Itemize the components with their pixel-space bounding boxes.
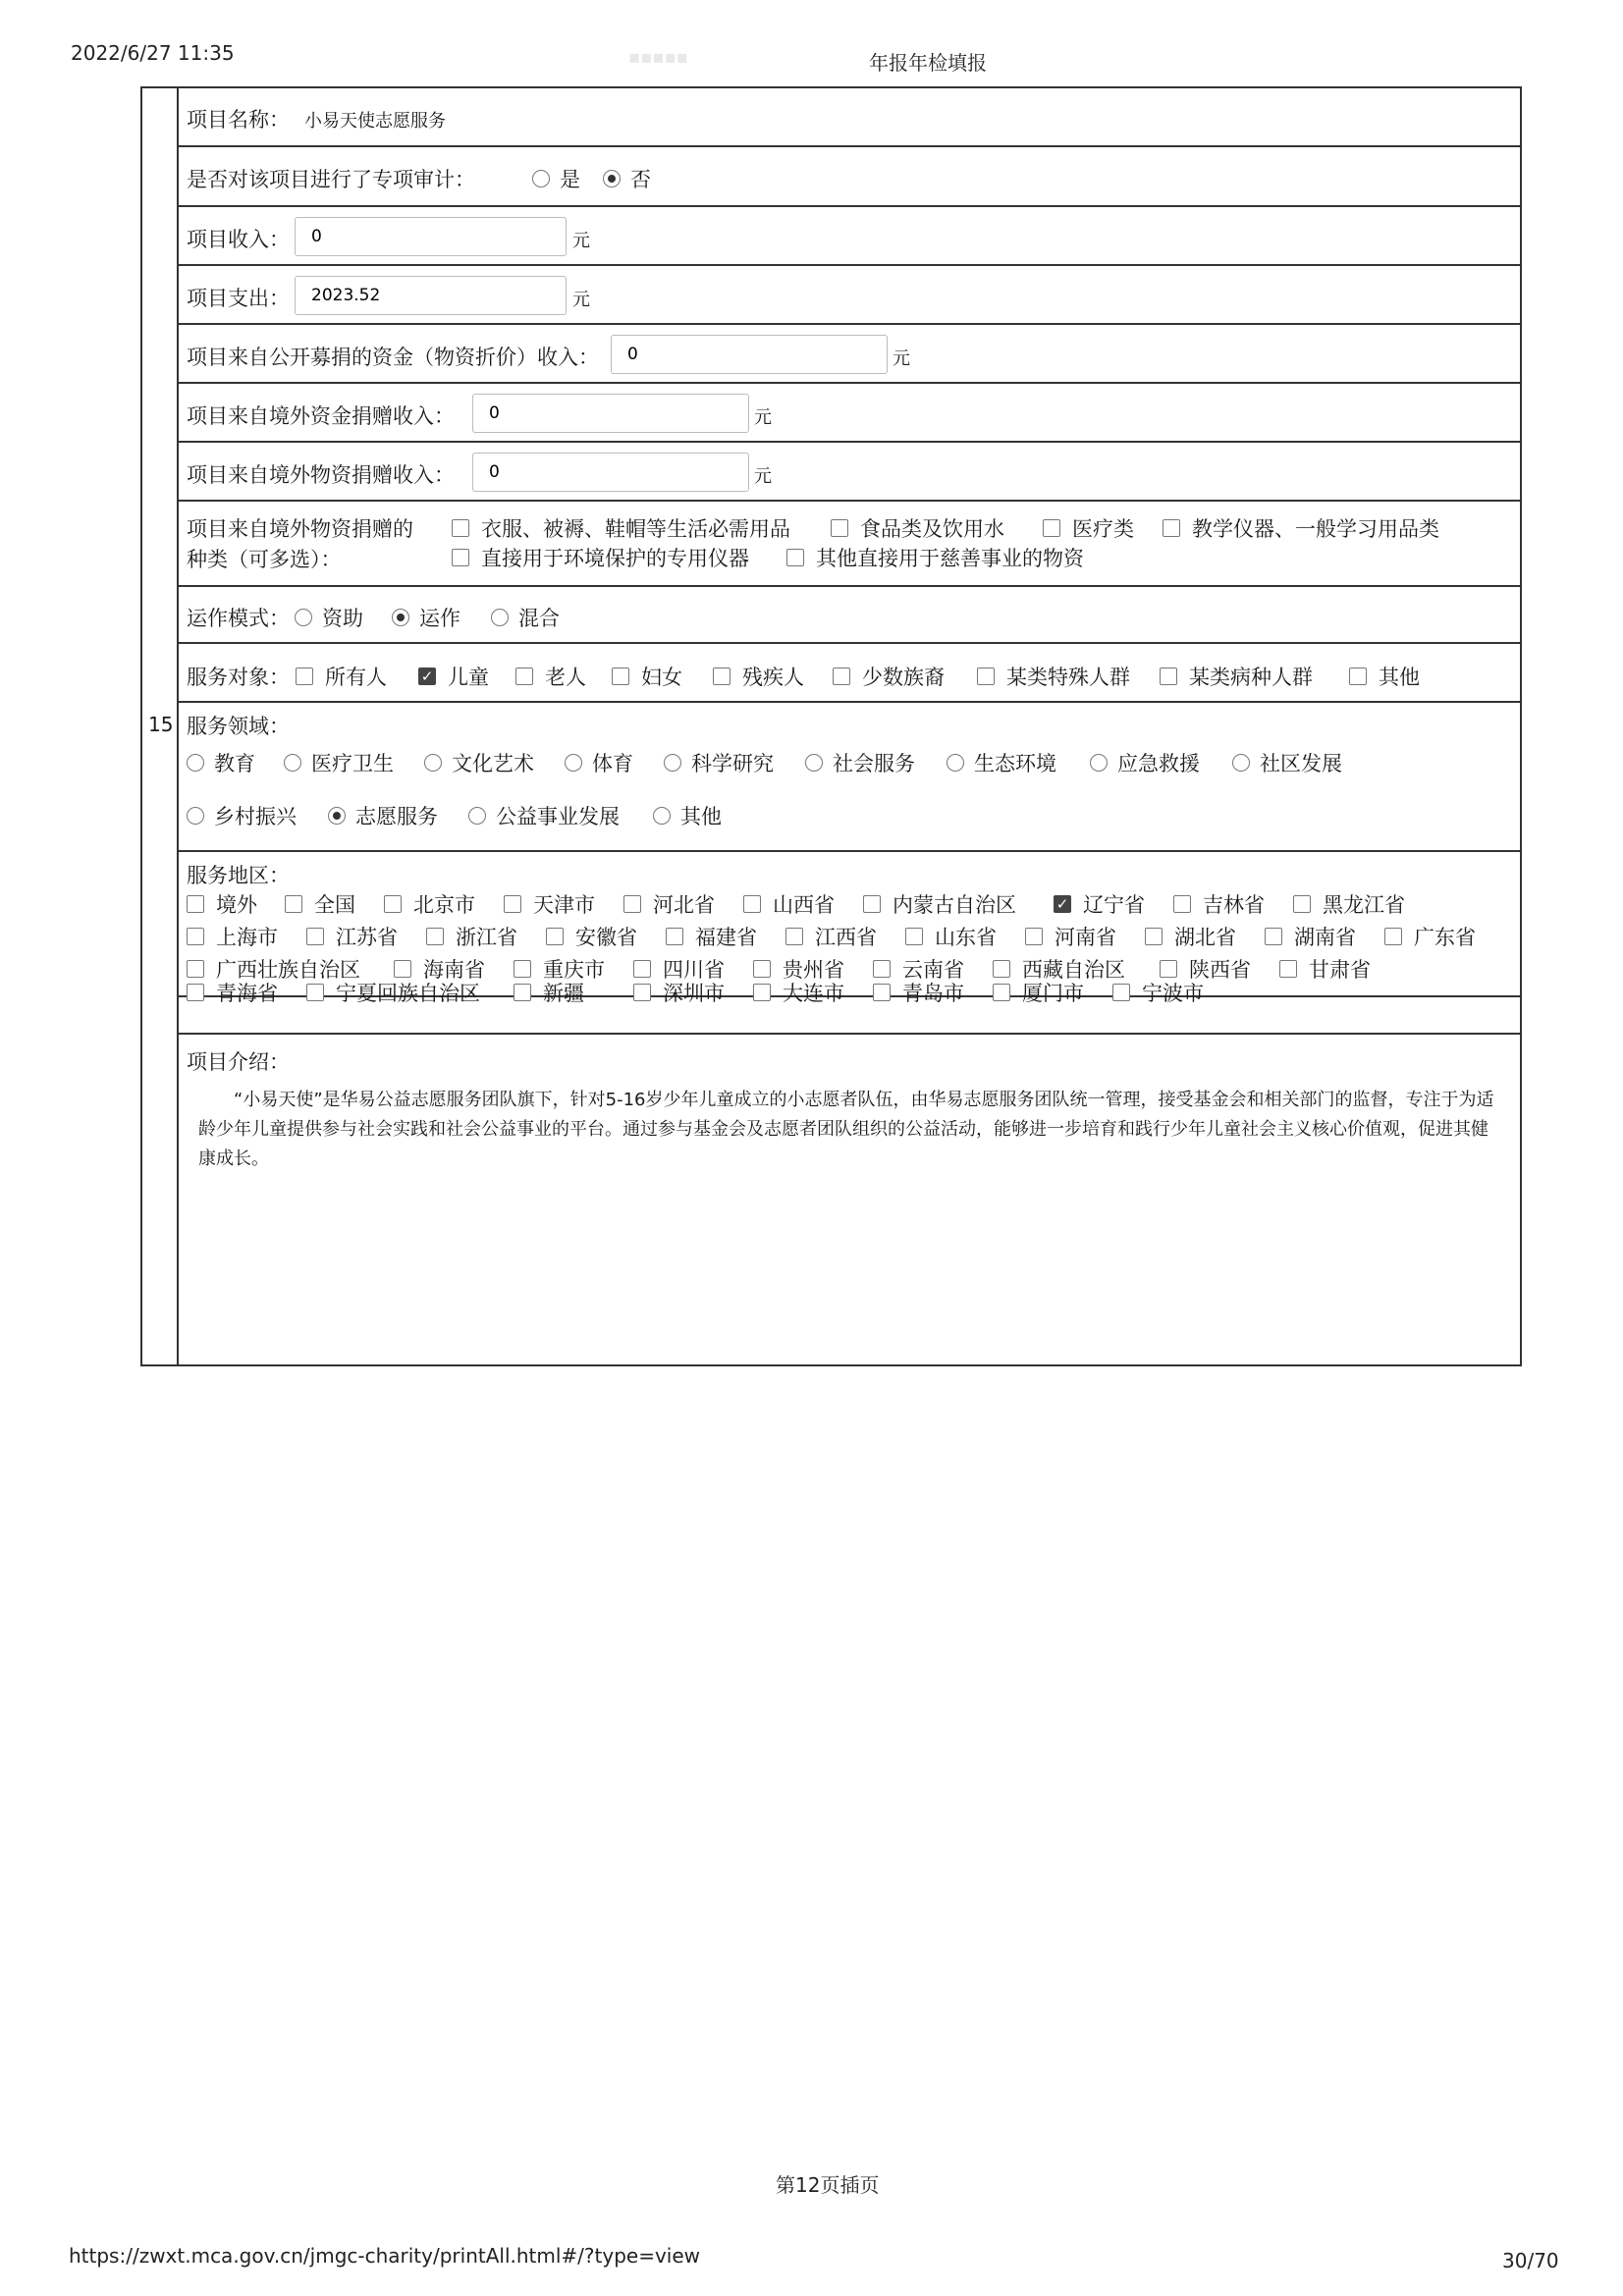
goods-type-option[interactable]: 直接用于环境保护的专用仪器: [452, 543, 749, 572]
service-target-option[interactable]: 少数族裔: [833, 662, 945, 691]
goods-type-option[interactable]: 衣服、被褥、鞋帽等生活必需用品: [452, 513, 790, 543]
foreign-goods-row: [179, 443, 1520, 502]
foreign-funds-input[interactable]: [472, 394, 749, 433]
region-option[interactable]: 宁夏回族自治区: [306, 978, 480, 1007]
service-regions-label: 服务地区：: [187, 864, 290, 887]
public-fundraising-row: [179, 325, 1520, 384]
region-option[interactable]: 山东省: [905, 922, 997, 951]
special-audit-row: [179, 147, 1520, 207]
operation-mode-label: 运作模式：: [187, 607, 290, 630]
operation-mode-option[interactable]: 运作: [392, 603, 460, 632]
bleed-through-text: ▪▪▪▪▪: [628, 47, 688, 68]
service-field-option[interactable]: 科学研究: [664, 748, 774, 777]
income-row: [179, 207, 1520, 266]
region-option[interactable]: 青岛市: [873, 978, 964, 1007]
audit-option-no[interactable]: 否: [603, 164, 651, 193]
region-option[interactable]: 河南省: [1025, 922, 1116, 951]
service-target-option[interactable]: 老人: [515, 662, 586, 691]
service-fields-label: 服务领域：: [187, 715, 290, 738]
service-field-option[interactable]: 生态环境: [947, 748, 1056, 777]
service-target-option[interactable]: 其他: [1349, 662, 1420, 691]
foreign-goods-unit: 元: [754, 466, 772, 487]
region-option[interactable]: 境外: [187, 889, 257, 919]
service-targets-row: [179, 644, 1520, 703]
service-field-option[interactable]: 公益事业发展: [468, 801, 620, 830]
public-fundraising-input[interactable]: [611, 335, 888, 374]
region-option[interactable]: 云南省: [873, 954, 964, 984]
income-input[interactable]: [295, 217, 567, 256]
special-audit-label: 是否对该项目进行了专项审计：: [187, 168, 475, 191]
region-option[interactable]: 宁波市: [1112, 978, 1204, 1007]
goods-types-row: [179, 502, 1520, 587]
income-unit: 元: [572, 231, 590, 251]
region-option[interactable]: 厦门市: [993, 978, 1084, 1007]
region-option[interactable]: 甘肃省: [1279, 954, 1371, 984]
region-option[interactable]: 四川省: [633, 954, 725, 984]
region-option[interactable]: 上海市: [187, 922, 278, 951]
region-option[interactable]: 西藏自治区: [993, 954, 1125, 984]
service-field-option[interactable]: 教育: [187, 748, 255, 777]
region-option[interactable]: 深圳市: [633, 978, 725, 1007]
region-option[interactable]: 贵州省: [753, 954, 844, 984]
region-option[interactable]: 内蒙古自治区: [863, 889, 1016, 919]
public-fundraising-label: 项目来自公开募捐的资金（物资折价）收入：: [187, 346, 599, 369]
region-option[interactable]: 广东省: [1384, 922, 1476, 951]
foreign-funds-unit: 元: [754, 407, 772, 428]
introduction-text: “小易天使”是华易公益志愿服务团队旗下，针对5-16岁少年儿童成立的小志愿者队伍，由华易志愿服务团队统一管理，接受基金会和相关部门的监督，专注于为适龄少年儿童提供参与社会实践和社会公益事业的平台。通过参与基金会及志愿者团队组织的公益活动，能够进一步培育和践行少年儿童社会主义核心价值观，促进其健康成长。: [198, 1090, 1494, 1169]
expense-unit: 元: [572, 290, 590, 310]
print-date: 2022/6/27 11:35: [71, 41, 235, 65]
goods-types-label-line2: 种类（可多选）：: [187, 548, 342, 571]
region-option[interactable]: 江苏省: [306, 922, 398, 951]
region-option[interactable]: 天津市: [504, 889, 595, 919]
region-option[interactable]: 黑龙江省: [1293, 889, 1405, 919]
expense-label: 项目支出：: [187, 287, 290, 310]
project-name-label: 项目名称：: [187, 108, 290, 132]
service-target-option[interactable]: ✓ 儿童: [418, 662, 489, 691]
goods-type-option[interactable]: 其他直接用于慈善事业的物资: [786, 543, 1084, 572]
region-option[interactable]: 陕西省: [1160, 954, 1251, 984]
foreign-goods-label: 项目来自境外物资捐赠收入：: [187, 463, 455, 487]
service-field-option[interactable]: 其他: [653, 801, 722, 830]
service-field-option[interactable]: 医疗卫生: [284, 748, 394, 777]
region-option[interactable]: 安徽省: [546, 922, 637, 951]
region-option[interactable]: 山西省: [743, 889, 835, 919]
region-option[interactable]: 福建省: [666, 922, 757, 951]
service-fields-row: [179, 703, 1520, 852]
page-title: 年报年检填报: [869, 51, 987, 75]
service-field-option[interactable]: 社区发展: [1232, 748, 1342, 777]
income-label: 项目收入：: [187, 228, 290, 251]
service-target-option[interactable]: 某类病种人群: [1160, 662, 1313, 691]
service-target-option[interactable]: 所有人: [296, 662, 387, 691]
region-option[interactable]: 新疆: [514, 978, 584, 1007]
service-field-option[interactable]: 文化艺术: [424, 748, 534, 777]
service-regions-row: [179, 852, 1520, 1005]
goods-type-option[interactable]: 食品类及饮用水: [831, 513, 1004, 543]
service-target-option[interactable]: 残疾人: [713, 662, 804, 691]
foreign-funds-row: [179, 384, 1520, 443]
project-form: [140, 86, 1522, 1366]
region-option[interactable]: 全国: [285, 889, 355, 919]
expense-row: [179, 266, 1520, 325]
service-target-option[interactable]: 妇女: [612, 662, 682, 691]
region-option[interactable]: 河北省: [623, 889, 715, 919]
region-option[interactable]: 青海省: [187, 978, 278, 1007]
service-field-option[interactable]: 社会服务: [805, 748, 915, 777]
service-field-option[interactable]: 志愿服务: [328, 801, 438, 830]
page-number: 第12页插页: [776, 2173, 880, 2197]
region-option[interactable]: 重庆市: [514, 954, 605, 984]
service-field-option[interactable]: 应急救援: [1090, 748, 1200, 777]
operation-mode-option[interactable]: 混合: [491, 603, 560, 632]
region-option[interactable]: 浙江省: [426, 922, 517, 951]
row-number-column: [142, 88, 179, 1364]
region-option[interactable]: ✓ 辽宁省: [1054, 889, 1145, 919]
goods-type-option[interactable]: 教学仪器、一般学习用品类: [1163, 513, 1439, 543]
region-option[interactable]: 北京市: [384, 889, 475, 919]
region-option[interactable]: 湖北省: [1145, 922, 1236, 951]
operation-mode-option[interactable]: 资助: [295, 603, 363, 632]
region-option[interactable]: 吉林省: [1173, 889, 1265, 919]
operation-mode-row: [179, 587, 1520, 644]
region-option[interactable]: 江西省: [785, 922, 877, 951]
region-option[interactable]: 海南省: [394, 954, 485, 984]
foreign-goods-input[interactable]: [472, 453, 749, 492]
introduction-label: 项目介绍：: [187, 1050, 290, 1074]
expense-input[interactable]: [295, 276, 567, 315]
service-field-option[interactable]: 乡村振兴: [187, 801, 297, 830]
project-name-row: [179, 88, 1520, 147]
page-count: 30/70: [1502, 2249, 1559, 2272]
goods-type-option[interactable]: 医疗类: [1043, 513, 1134, 543]
region-option[interactable]: 湖南省: [1265, 922, 1356, 951]
row-number: 15: [148, 713, 174, 736]
foreign-funds-label: 项目来自境外资金捐赠收入：: [187, 404, 455, 428]
audit-option-yes[interactable]: 是: [532, 164, 580, 193]
region-option[interactable]: 大连市: [753, 978, 844, 1007]
service-field-option[interactable]: 体育: [565, 748, 633, 777]
print-url: https://zwxt.mca.gov.cn/jmgc-charity/printAll.html#/?type=view: [69, 2244, 701, 2268]
introduction-row: [179, 1033, 1520, 1366]
project-name-value: 小易天使志愿服务: [304, 111, 446, 132]
goods-types-label-line1: 项目来自境外物资捐赠的: [187, 517, 413, 541]
public-fundraising-unit: 元: [893, 348, 910, 369]
service-targets-label: 服务对象：: [187, 666, 290, 689]
service-target-option[interactable]: 某类特殊人群: [977, 662, 1130, 691]
region-option[interactable]: 广西壮族自治区: [187, 954, 360, 984]
